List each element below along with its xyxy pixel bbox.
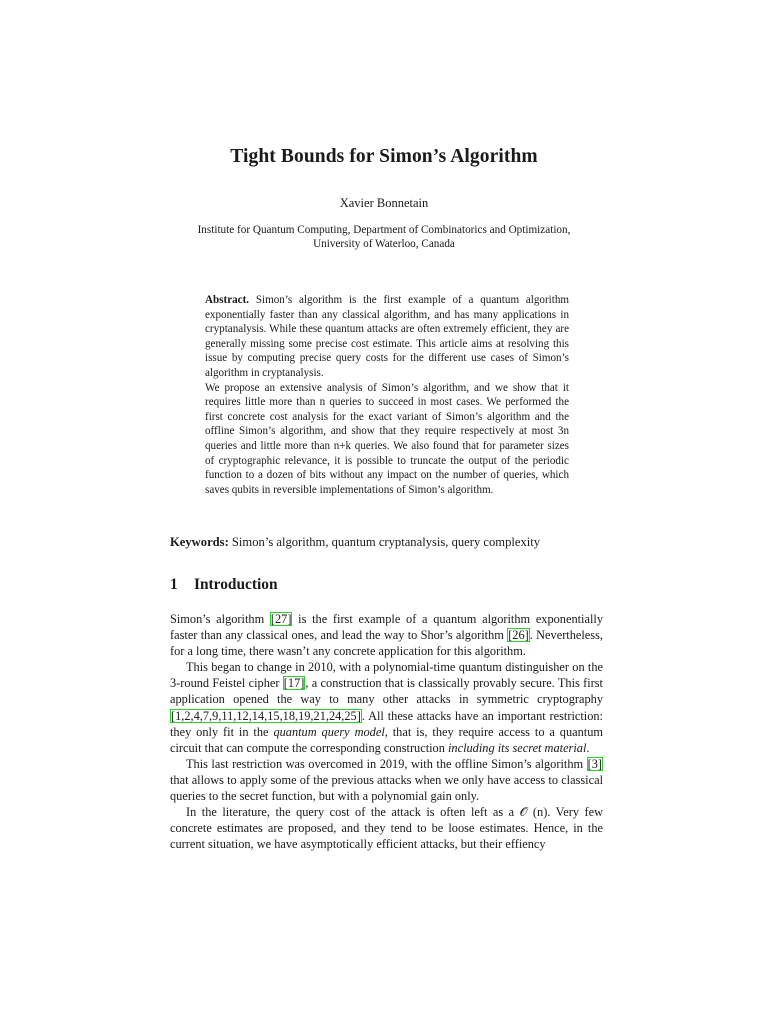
text-run: Simon’s algorithm [170,612,270,626]
intro-paragraph-4: In the literature, the query cost of the attack is often left as a 𝒪 (n). Very few concrete estimates are proposed, and they tend to be loose estimates. Hence, in the current situation, we have asymptotically efficient attacks, but their effiency [170,805,603,852]
text-run: that allows to apply some of the previous attacks when we only have access to classical queries to the secret function, but with a polynomial gain only. [170,772,603,804]
affiliation-line-1: Institute for Quantum Computing, Department of Combinatorics and Optimization, [197,224,571,236]
citation-link[interactable]: [27] [270,612,292,626]
intro-paragraph-3 [170,756,603,804]
text-run: This last restriction was overcomed in 2019, with the offline Simon’s algorithm [186,756,587,771]
text-run: . All these attacks have an important restriction: they only fit in the [170,708,603,739]
keywords [170,535,610,550]
citation-link-group[interactable]: [1,2,4,7,9,11,12,14,15,18,19,21,24,25] [171,708,361,723]
citation-link[interactable]: [26] [508,628,529,643]
citation-link[interactable]: [3] [587,756,602,771]
section-number: 1 [170,576,178,593]
affiliation [160,224,608,251]
section-heading [170,576,602,594]
affiliation-line-2: University of Waterloo, Canada [313,237,455,250]
introduction-body [170,611,603,852]
abstract [205,293,569,497]
intro-paragraph-2 [170,659,603,756]
text-run: . [586,740,590,755]
author-name: Xavier Bonnetain [339,196,429,210]
intro-paragraph-1 [170,611,603,659]
keywords-text: Simon’s algorithm, quantum cryptanalysis, query complexity [231,535,541,549]
text-run: , that is, they require access to a quantum circuit that can compute the corresponding construction [170,724,603,755]
text-run: is the first example of a quantum algorithm exponentially faster than any classical ones, and lead the way to Shor’s algorithm [170,612,604,643]
abstract-paragraph-1 [205,293,569,381]
paper-title: Tight Bounds for Simon’s Algorithm [230,146,538,167]
abstract-label: Abstract. [205,294,250,306]
abstract-text-1: Simon’s algorithm is the first example of a quantum algorithm exponentially faster than any classical algorithm, and has many applications in cryptanalysis. While these quantum attacks are often extremely efficient, they are generally missing some precise cost estimate. This article aims at resolving this issue by computing precise query costs for the different use cases of Simon’s algorithm in cryptanalysis. [205,294,569,379]
section-title: Introduction [194,576,278,593]
emphasis-text: quantum query model [273,724,385,739]
text-run: , a construction that is classically provably secure. This first application opened the way to many other attacks in symmetric cryptography [170,676,603,707]
emphasis-text: including its secret material [448,740,587,755]
citation-link[interactable]: [17] [283,676,305,691]
keywords-label: Keywords: [170,535,229,549]
text-run: This began to change in 2010, with a polynomial-time quantum distinguisher on the 3-round Feistel cipher [170,660,603,691]
abstract-paragraph-2: We propose an extensive analysis of Simon’s algorithm, and we show that it requires little more than n queries to succeed in most cases. We performed the first concrete cost analysis for the exact variant of Simon’s algorithm and the offline Simon’s algorithm, and show that they require respectively at most 3n queries and little more than n+k queries. We also found that for parameter sizes of cryptographic relevance, it is possible to truncate the output of the periodic function to a dozen of bits without any impact on the number of queries, which saves qubits in reversible implementations of Simon’s algorithm. [205,381,569,496]
text-run: . Nevertheless, for a long time, there wasn’t any concrete application for this algorithm. [170,628,603,659]
